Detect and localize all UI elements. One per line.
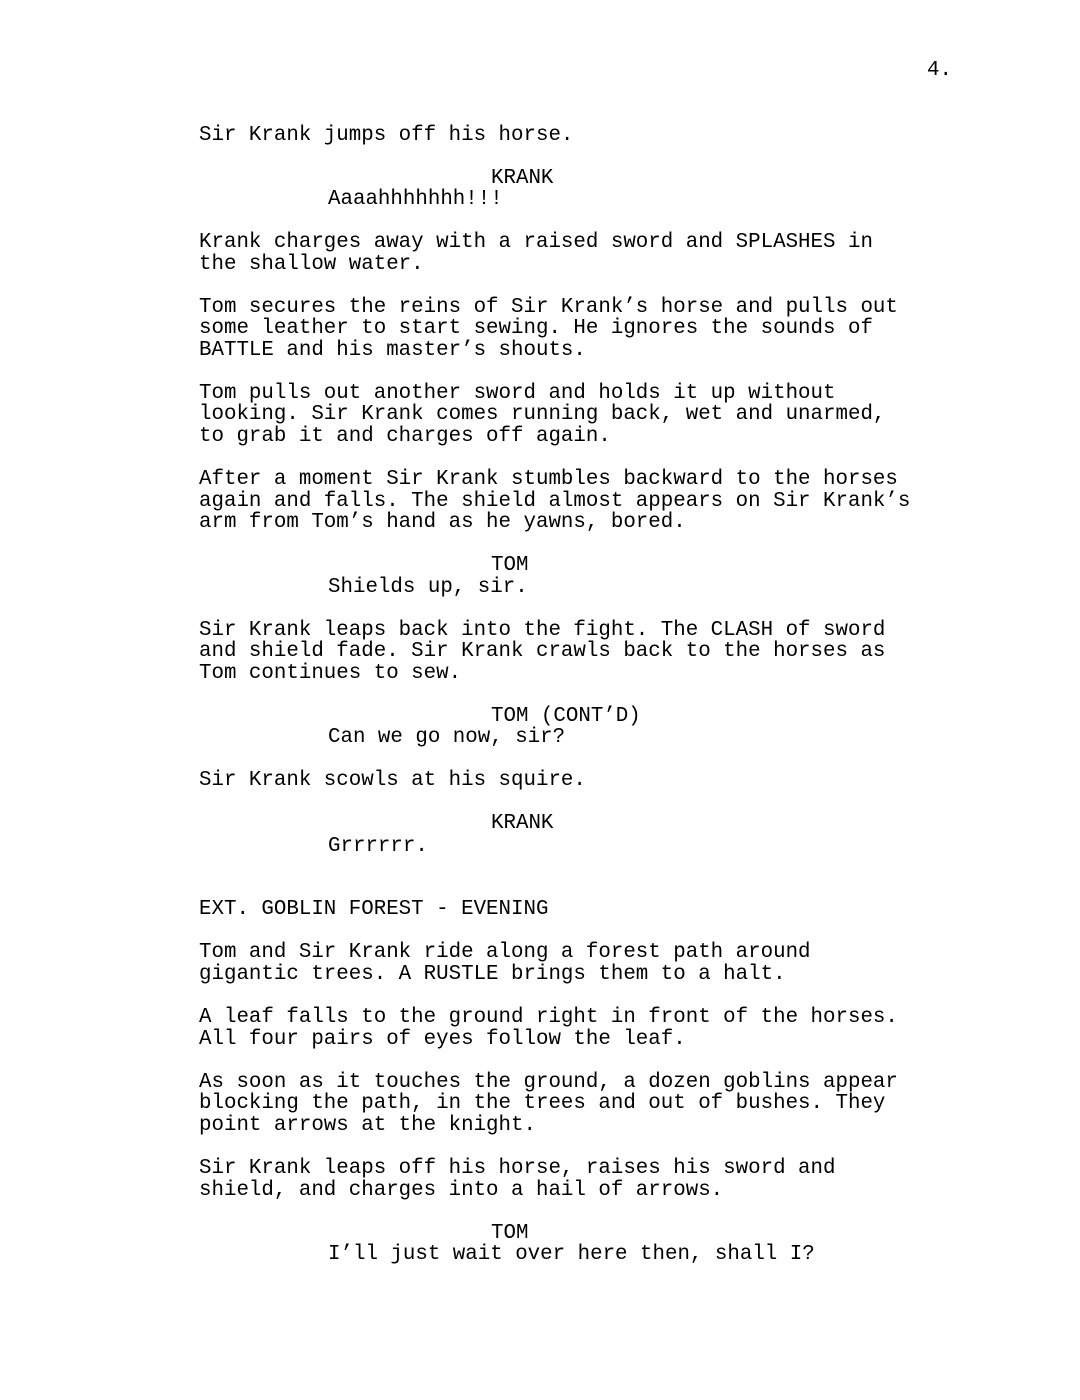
- character-name: TOM: [491, 554, 529, 577]
- action-line: Sir Krank leaps off his horse, raises his sword and: [199, 1157, 836, 1180]
- dialogue-line: Can we go now, sir?: [328, 726, 566, 749]
- character-name: TOM: [491, 1222, 529, 1245]
- dialogue-line: Aaaahhhhhhh!!!: [328, 188, 503, 211]
- dialogue-line: Shields up, sir.: [328, 576, 528, 599]
- action-line: Sir Krank scowls at his squire.: [199, 769, 586, 792]
- action-line: A leaf falls to the ground right in front of the horses.: [199, 1006, 898, 1029]
- character-name: KRANK: [491, 812, 554, 835]
- page-number: 4.: [927, 59, 952, 82]
- action-line: Tom pulls out another sword and holds it up without: [199, 382, 836, 405]
- action-line: arm from Tom’s hand as he yawns, bored.: [199, 511, 686, 534]
- action-line: again and falls. The shield almost appears on Sir Krank’s: [199, 490, 911, 513]
- action-line: Sir Krank jumps off his horse.: [199, 124, 574, 147]
- action-line: to grab it and charges off again.: [199, 425, 611, 448]
- action-line: Tom continues to sew.: [199, 662, 462, 685]
- action-line: As soon as it touches the ground, a dozen goblins appear: [199, 1071, 898, 1094]
- dialogue-line: Grrrrrr.: [328, 835, 428, 858]
- action-line: All four pairs of eyes follow the leaf.: [199, 1028, 686, 1051]
- dialogue-line: I’ll just wait over here then, shall I?: [328, 1243, 815, 1266]
- action-line: point arrows at the knight.: [199, 1114, 536, 1137]
- action-line: Tom and Sir Krank ride along a forest path around: [199, 941, 811, 964]
- character-name: KRANK: [491, 167, 554, 190]
- action-line: BATTLE and his master’s shouts.: [199, 339, 586, 362]
- action-line: gigantic trees. A RUSTLE brings them to a halt.: [199, 963, 786, 986]
- action-line: shield, and charges into a hail of arrows.: [199, 1179, 724, 1202]
- scene-heading: EXT. GOBLIN FOREST - EVENING: [199, 898, 549, 921]
- action-line: Tom secures the reins of Sir Krank’s horse and pulls out: [199, 296, 898, 319]
- character-name: TOM (CONT’D): [491, 705, 641, 728]
- action-line: some leather to start sewing. He ignores the sounds of: [199, 317, 873, 340]
- action-line: Krank charges away with a raised sword and SPLASHES in: [199, 231, 873, 254]
- action-line: After a moment Sir Krank stumbles backward to the horses: [199, 468, 898, 491]
- action-line: Sir Krank leaps back into the fight. The CLASH of sword: [199, 619, 886, 642]
- action-line: looking. Sir Krank comes running back, wet and unarmed,: [199, 403, 886, 426]
- action-line: blocking the path, in the trees and out of bushes. They: [199, 1092, 886, 1115]
- action-line: and shield fade. Sir Krank crawls back to the horses as: [199, 640, 886, 663]
- action-line: the shallow water.: [199, 253, 424, 276]
